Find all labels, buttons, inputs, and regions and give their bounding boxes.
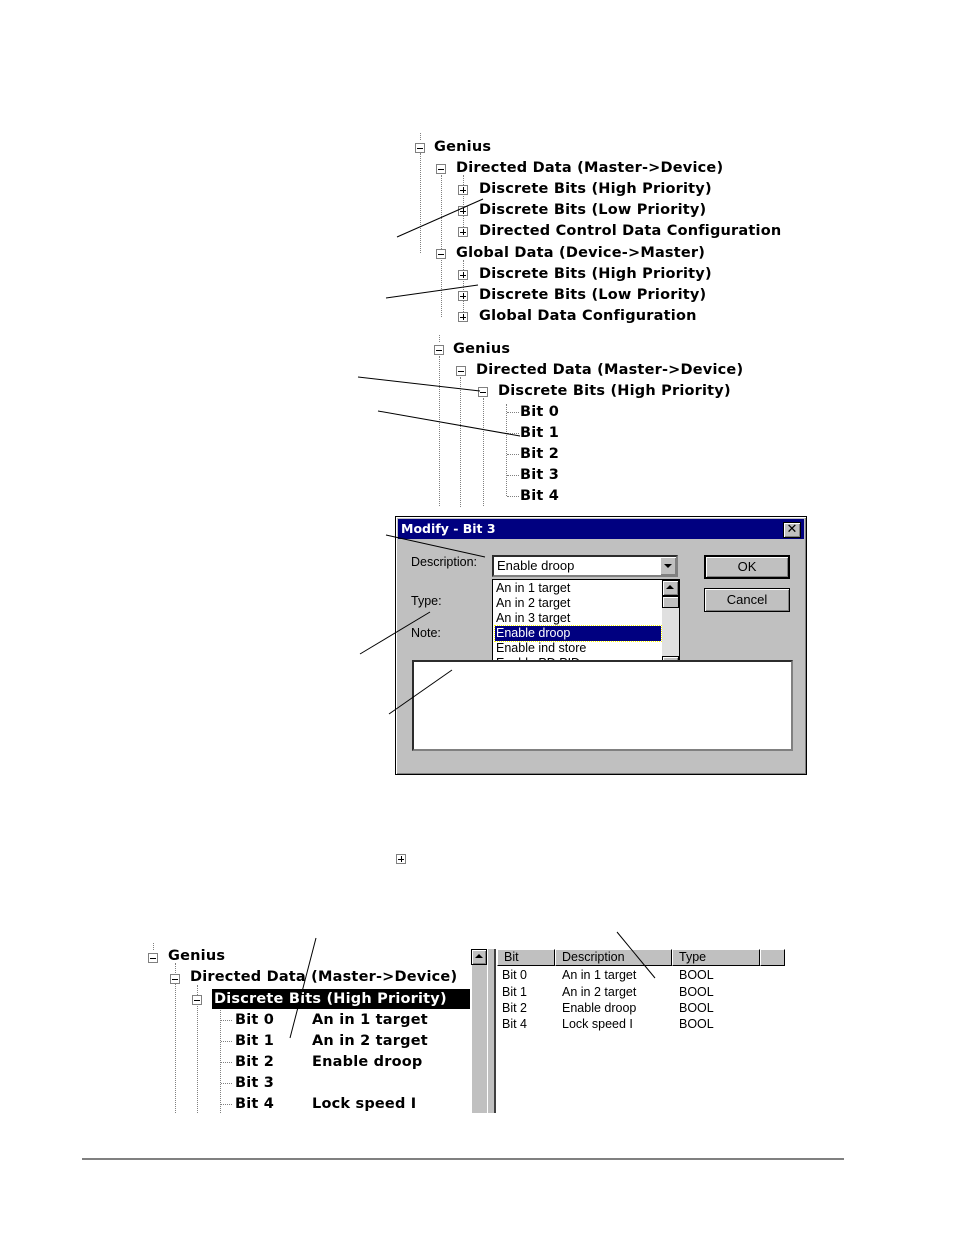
tree-node-directed-config[interactable]: Directed Control Data Configuration — [479, 223, 782, 239]
cell-bit: Bit 0 — [502, 968, 528, 982]
close-icon[interactable]: ✕ — [783, 522, 801, 538]
description-value: Enable droop — [497, 558, 575, 573]
tree-node-directed-data[interactable]: Directed Data (Master->Device) — [456, 160, 724, 176]
bit-description: Enable droop — [312, 1054, 423, 1070]
tree-node-discrete-high[interactable]: Discrete Bits (High Priority) — [498, 383, 731, 399]
tree-node-bit[interactable]: Bit 1 — [235, 1033, 275, 1049]
tree-node-bit[interactable]: Bit 4 — [520, 488, 560, 504]
callout-line — [378, 411, 520, 436]
tree-node-global-high[interactable]: Discrete Bits (High Priority) — [479, 266, 712, 282]
tree-node-global-config[interactable]: Global Data Configuration — [479, 308, 697, 324]
callout-line — [386, 535, 485, 557]
dropdown-option[interactable]: An in 1 target — [496, 581, 571, 595]
tree-node-global-data[interactable]: Global Data (Device->Master) — [456, 245, 706, 261]
tree-node-bit[interactable]: Bit 3 — [520, 467, 560, 483]
bit-description: Lock speed I — [312, 1096, 417, 1112]
tree-node-bit[interactable]: Bit 2 — [235, 1054, 275, 1070]
type-label: Type: — [411, 594, 442, 608]
column-header-description[interactable]: Description — [555, 949, 672, 966]
cell-bit: Bit 2 — [502, 1001, 528, 1015]
dropdown-option-selected[interactable]: Enable droop — [495, 626, 661, 641]
cell-type: BOOL — [679, 968, 714, 982]
callout-line — [389, 670, 452, 714]
tree-node-directed-data[interactable]: Directed Data (Master->Device) — [476, 362, 744, 378]
tree-node-discrete-high-selected[interactable]: Discrete Bits (High Priority) — [214, 991, 447, 1007]
tree-node-genius[interactable]: Genius — [453, 341, 511, 357]
bit-description: An in 2 target — [312, 1033, 428, 1049]
cell-bit: Bit 1 — [502, 985, 528, 999]
tree-node-bit[interactable]: Bit 3 — [235, 1075, 275, 1091]
cancel-button[interactable]: Cancel — [704, 588, 790, 612]
cell-type: BOOL — [679, 1017, 714, 1031]
cell-type: BOOL — [679, 985, 714, 999]
note-label: Note: — [411, 626, 441, 640]
tree-node-genius[interactable]: Genius — [168, 948, 226, 964]
cell-description: An in 1 target — [562, 968, 637, 982]
cell-bit: Bit 4 — [502, 1017, 528, 1031]
tree-node-bit[interactable]: Bit 0 — [235, 1012, 275, 1028]
tree-node-directed-data[interactable]: Directed Data (Master->Device) — [190, 969, 458, 985]
column-header-type[interactable]: Type — [672, 949, 760, 966]
cell-description: An in 2 target — [562, 985, 637, 999]
dialog-title: Modify - Bit 3 — [401, 521, 496, 536]
callout-line — [360, 612, 430, 654]
dropdown-option[interactable]: Enable ind store — [496, 641, 587, 655]
callout-line — [290, 938, 316, 1038]
description-label: Description: — [411, 555, 477, 569]
cell-description: Lock speed I — [562, 1017, 633, 1031]
ok-button[interactable]: OK — [704, 555, 790, 579]
callout-line — [386, 285, 478, 298]
callout-line — [358, 377, 480, 391]
dropdown-option[interactable]: An in 3 target — [496, 611, 571, 625]
tree-node-discrete-high[interactable]: Discrete Bits (High Priority) — [479, 181, 712, 197]
column-header-bit[interactable]: Bit — [497, 949, 555, 966]
tree-node-bit[interactable]: Bit 0 — [520, 404, 560, 420]
dropdown-option[interactable]: An in 2 target — [496, 596, 571, 610]
tree-node-bit[interactable]: Bit 4 — [235, 1096, 275, 1112]
callout-line — [397, 199, 483, 237]
cell-description: Enable droop — [562, 1001, 637, 1015]
tree-node-bit[interactable]: Bit 1 — [520, 425, 560, 441]
callout-line — [617, 932, 655, 978]
bit-description: An in 1 target — [312, 1012, 428, 1028]
tree-node-discrete-low[interactable]: Discrete Bits (Low Priority) — [479, 202, 707, 218]
tree-node-genius[interactable]: Genius — [434, 139, 492, 155]
tree-node-bit[interactable]: Bit 2 — [520, 446, 560, 462]
tree-node-global-low[interactable]: Discrete Bits (Low Priority) — [479, 287, 707, 303]
cell-type: BOOL — [679, 1001, 714, 1015]
